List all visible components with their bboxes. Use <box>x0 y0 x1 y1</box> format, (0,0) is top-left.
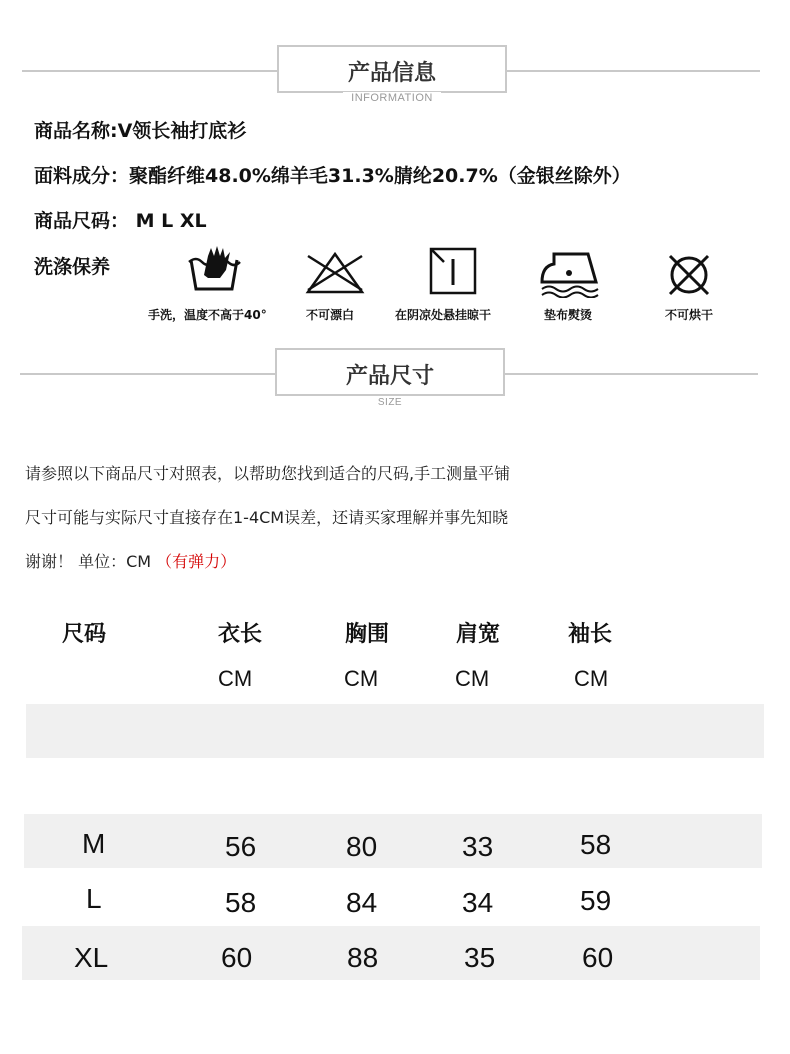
header-length: 衣长 <box>218 622 263 647</box>
table-cell: 33 <box>462 831 494 862</box>
product-sizes: 商品尺码： M L XL <box>34 210 207 232</box>
care-label-iron: 垫布熨烫 <box>544 308 593 322</box>
line-dry-shade-icon <box>428 246 478 296</box>
info-section-title-box <box>277 45 507 104</box>
size-section-title: 产品尺寸 <box>345 364 434 389</box>
header-sleeve: 袖长 <box>568 622 613 647</box>
iron-with-cloth-icon <box>538 248 602 298</box>
table-cell-size: L <box>86 883 102 914</box>
care-label-no-bleach: 不可漂白 <box>306 308 355 322</box>
product-name: 商品名称:V领长袖打底衫 <box>34 120 247 142</box>
table-cell: 35 <box>464 942 496 973</box>
header-chest: 胸围 <box>345 622 390 647</box>
table-cell-size: M <box>82 828 106 859</box>
table-cell: 80 <box>346 831 378 862</box>
size-section-title-box <box>275 348 505 408</box>
info-section-title: 产品信息 <box>347 61 436 86</box>
table-band <box>22 926 760 980</box>
product-fabric: 面料成分：聚酯纤维48.0%绵羊毛31.3%腈纶20.7%（金银丝除外） <box>34 165 631 187</box>
size-section-subtitle: SIZE <box>370 397 410 408</box>
table-band <box>26 704 764 758</box>
table-cell: 60 <box>221 942 253 973</box>
section-divider-right <box>504 373 758 375</box>
section-divider-left <box>22 70 278 72</box>
table-band <box>24 814 762 868</box>
header-unit: CM <box>455 666 490 691</box>
section-divider-left <box>20 373 276 375</box>
unit-text: 谢谢！ 单位：CM <box>25 552 157 571</box>
hand-wash-icon <box>186 242 242 294</box>
care-label-no-tumble-dry: 不可烘干 <box>665 308 714 322</box>
table-cell: 88 <box>347 942 379 973</box>
header-shoulder: 肩宽 <box>456 622 501 647</box>
table-cell-size: XL <box>74 942 109 973</box>
header-size: 尺码 <box>62 622 107 647</box>
info-section-subtitle: INFORMATION <box>343 92 441 104</box>
care-label-hand-wash: 手洗，温度不高于40° <box>148 308 267 322</box>
header-unit: CM <box>218 666 253 691</box>
table-cell: 56 <box>225 831 257 862</box>
table-cell: 59 <box>580 885 612 916</box>
table-cell: 58 <box>225 887 257 918</box>
table-cell: 58 <box>580 829 612 860</box>
no-tumble-dry-icon <box>664 252 714 298</box>
table-cell: 34 <box>462 887 494 918</box>
table-cell: 60 <box>582 942 614 973</box>
size-note-line1: 请参照以下商品尺寸对照表，以帮助您找到适合的尺码,手工测量平铺 <box>25 464 511 483</box>
size-note-line3 <box>25 549 236 572</box>
no-bleach-icon <box>304 250 366 296</box>
section-divider-right <box>506 70 760 72</box>
table-cell: 84 <box>346 887 378 918</box>
care-label-line-dry: 在阴凉处悬挂晾干 <box>395 308 492 322</box>
care-heading: 洗涤保养 <box>34 256 111 278</box>
header-unit: CM <box>344 666 379 691</box>
elastic-note: （有弹力） <box>156 552 237 571</box>
size-note-line2: 尺寸可能与实际尺寸直接存在1-4CM误差，还请买家理解并事先知晓 <box>25 508 509 527</box>
header-unit: CM <box>574 666 609 691</box>
